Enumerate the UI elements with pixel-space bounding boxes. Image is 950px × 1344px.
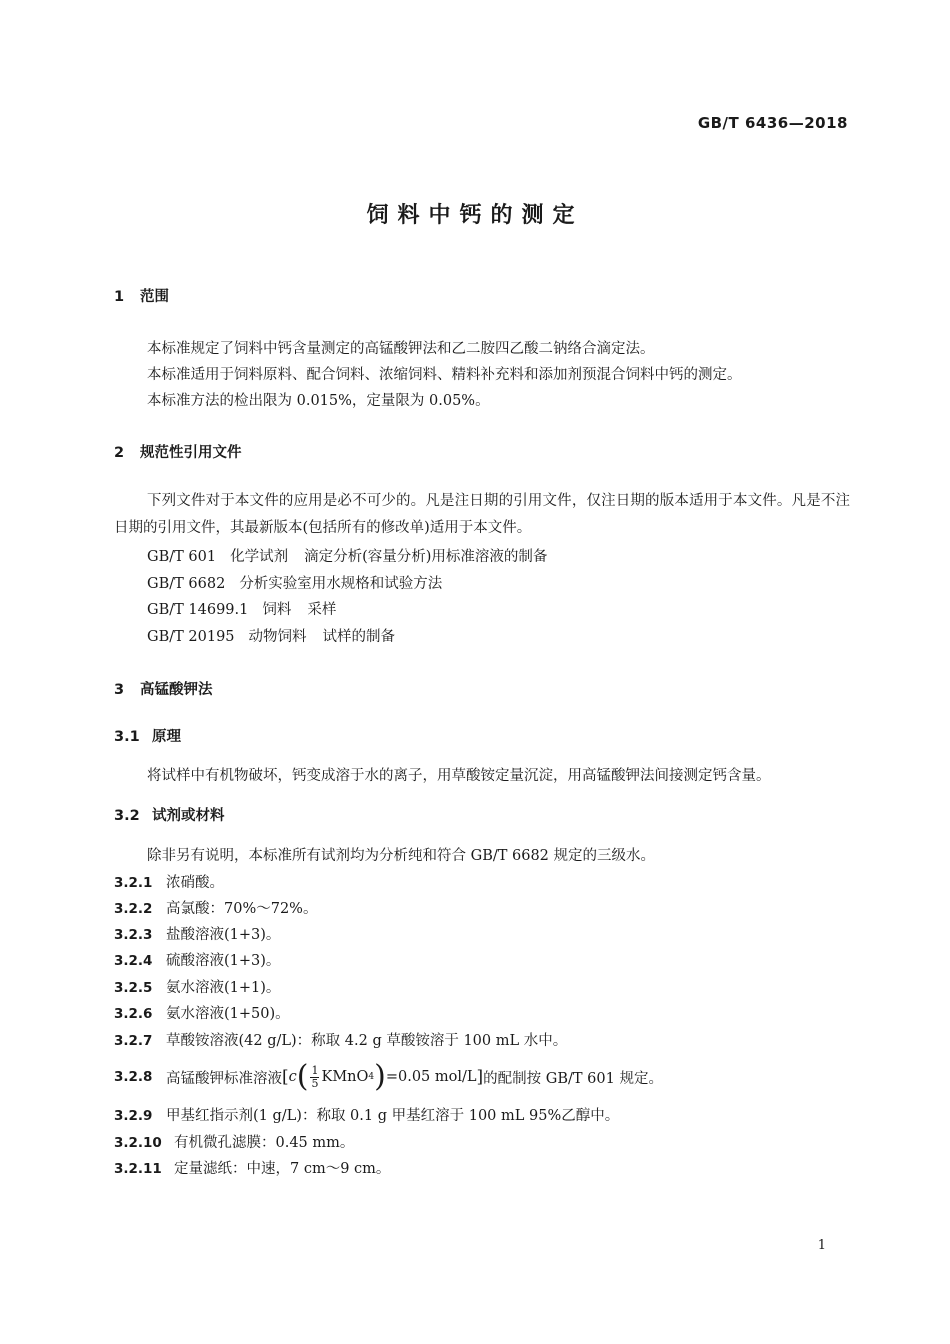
section-title: 范围 (140, 289, 169, 305)
item-text: 有机微孔滤膜：0.45 mm。 (174, 1135, 355, 1151)
reagent-item (114, 949, 280, 970)
formula-suffix: 的配制按 GB/T 601 规定。 (483, 1070, 663, 1087)
subsection-3-2-heading (114, 804, 225, 825)
section-1-heading (114, 285, 169, 306)
item-number: 3.2.10 (114, 1135, 162, 1151)
reference-code: GB/T 6682 (147, 576, 226, 592)
concentration-formula (166, 1059, 663, 1094)
document-title: 饲料中钙的测定 (366, 203, 584, 228)
item-text: 高氯酸：70%～72%。 (166, 901, 318, 917)
item-number: 3.2.4 (114, 953, 153, 969)
section-title: 规范性引用文件 (140, 445, 242, 461)
item-number: 3.2.11 (114, 1161, 162, 1177)
formula-fraction (310, 1065, 319, 1090)
formula-compound: KMnO (321, 1069, 369, 1085)
item-text: 盐酸溶液(1+3)。 (166, 927, 281, 943)
reagent-item (114, 1029, 567, 1050)
reference-entry (147, 598, 336, 619)
item-text: 甲基红指示剂(1 g/L)：称取 0.1 g 甲基红溶于 100 mL 95%乙醇中。 (166, 1108, 620, 1124)
reagent-item (114, 1157, 390, 1178)
item-number: 3.2.7 (114, 1033, 153, 1049)
reference-title-part: 饲料 (262, 602, 292, 618)
item-number: 3.2.8 (114, 1069, 153, 1085)
reference-code: GB/T 601 (147, 549, 217, 565)
section-title: 高锰酸钾法 (140, 682, 213, 698)
reagent-item (114, 1002, 290, 1023)
section-number: 2 (114, 445, 125, 461)
item-number: 3.2.1 (114, 875, 153, 891)
reference-title-part: 试样的制备 (322, 629, 396, 645)
reference-entry (147, 625, 395, 646)
reference-title-part: 动物饲料 (248, 629, 307, 645)
item-number: 3.2.9 (114, 1108, 153, 1124)
reagent-item (114, 1131, 354, 1152)
formula-paren-open: ( (296, 1059, 309, 1094)
fraction-numerator: 1 (311, 1063, 319, 1077)
item-text: 浓硝酸。 (166, 875, 224, 891)
reagent-item (114, 923, 280, 944)
reagent-item-formula (114, 1059, 663, 1094)
reference-title-part: 化学试剂 (230, 549, 289, 565)
item-text: 硫酸溶液(1+3)。 (166, 953, 281, 969)
scope-paragraph-2: 本标准适用于饲料原料、配合饲料、浓缩饲料、精料补充料和添加剂预混合饲料中钙的测定。 (147, 367, 742, 383)
formula-bracket-close: ] (476, 1067, 484, 1087)
reference-code: GB/T 14699.1 (147, 602, 249, 618)
reference-title-part: 滴定分析(容量分析)用标准溶液的制备 (304, 549, 548, 565)
formula-variable: c (288, 1069, 297, 1085)
reference-entry (147, 545, 547, 566)
item-text: 氨水溶液(1+1)。 (166, 980, 281, 996)
formula-compound-subscript: 4 (368, 1072, 375, 1082)
subsection-number: 3.2 (114, 808, 140, 824)
formula-paren-close: ) (374, 1059, 386, 1094)
subsection-3-1-heading (114, 725, 181, 746)
fraction-denominator: 5 (311, 1076, 319, 1090)
item-number: 3.2.6 (114, 1006, 153, 1022)
section-number: 3 (114, 682, 125, 698)
reagent-item (114, 1104, 619, 1125)
page-number: 1 (817, 1238, 826, 1253)
item-text: 草酸铵溶液(42 g/L)：称取 4.2 g 草酸铵溶于 100 mL 水中。 (166, 1033, 568, 1049)
reference-code: GB/T 20195 (147, 629, 235, 645)
subsection-title: 原理 (152, 729, 181, 745)
item-text: 定量滤纸：中速，7 cm～9 cm。 (174, 1161, 391, 1177)
section-3-heading (114, 678, 213, 699)
reagent-item (114, 871, 224, 892)
item-number: 3.2.2 (114, 901, 153, 917)
subsection-title: 试剂或材料 (152, 808, 225, 824)
item-number: 3.2.3 (114, 927, 153, 943)
item-number: 3.2.5 (114, 980, 153, 996)
principle-text: 将试样中有机物破坏，钙变成溶于水的离子，用草酸铵定量沉淀，用高锰酸钾法间接测定钙含量。 (147, 768, 771, 784)
standard-code: GB/T 6436—2018 (697, 114, 848, 132)
formula-prefix: 高锰酸钾标准溶液 (166, 1070, 282, 1087)
reference-entry (147, 572, 442, 593)
section-number: 1 (114, 289, 125, 305)
reagent-item (114, 897, 317, 918)
scope-paragraph-3: 本标准方法的检出限为 0.015%，定量限为 0.05%。 (147, 393, 490, 409)
item-text: 氨水溶液(1+50)。 (166, 1006, 290, 1022)
reagent-item (114, 976, 280, 997)
scope-paragraph-1: 本标准规定了饲料中钙含量测定的高锰酸钾法和乙二胺四乙酸二钠络合滴定法。 (147, 341, 655, 357)
section-2-heading (114, 441, 242, 462)
formula-bracket-open: [ (282, 1067, 289, 1087)
subsection-number: 3.1 (114, 729, 140, 745)
formula-value: =0.05 mol/L (385, 1069, 477, 1085)
references-intro: 下列文件对于本文件的应用是必不可少的。凡是注日期的引用文件，仅注日期的版本适用于本文件。凡是不注日期的引用文件，其最新版本(包括所有的修改单)适用于本文件。 (114, 493, 850, 536)
reagents-intro: 除非另有说明，本标准所有试剂均为分析纯和符合 GB/T 6682 规定的三级水。 (147, 848, 656, 864)
reference-title-part: 分析实验室用水规格和试验方法 (239, 576, 443, 592)
reference-title-part: 采样 (307, 602, 337, 618)
